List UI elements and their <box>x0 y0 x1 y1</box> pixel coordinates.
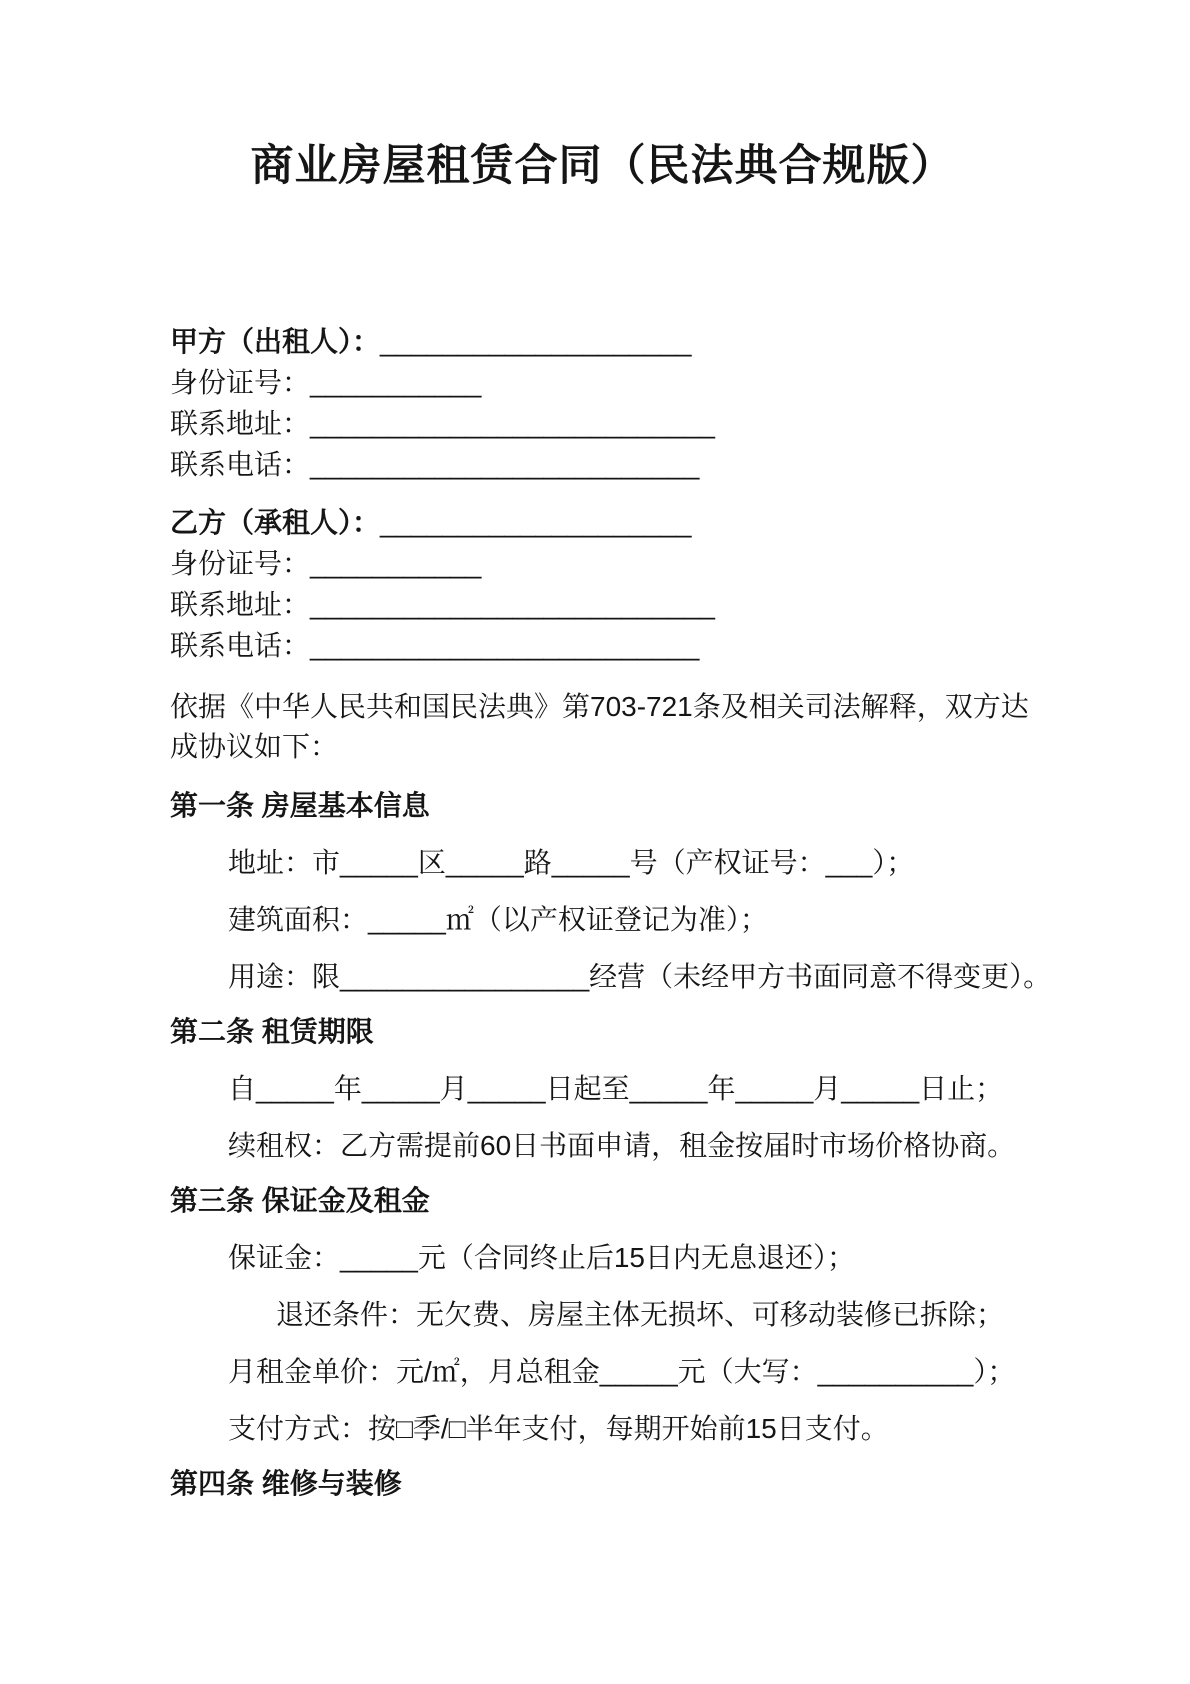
party-a-address-label: 联系地址： <box>170 408 311 439</box>
clause-3-item-deposit: 保证金：_____元（合同终止后15日内无息退还）； <box>228 1242 856 1273</box>
clause-3-item-refund-conditions: 退还条件：无欠费、房屋主体无损坏、可移动装修已拆除； <box>276 1299 1005 1330</box>
clause-2-heading: 第二条 租赁期限 <box>170 1016 374 1047</box>
party-a-id-label: 身份证号： <box>170 367 311 398</box>
clause-3-section <box>170 1184 1035 1445</box>
party-b-label: 乙方（承租人）： <box>170 507 381 538</box>
clause-3-item-payment: 支付方式：按□季/□半年支付，每期开始前15日支付。 <box>228 1413 889 1444</box>
party-a-address-blank: __________________________ <box>310 408 715 439</box>
clause-1-item-address: 地址：市_____区_____路_____号（产权证号：___）； <box>228 847 915 878</box>
clause-2-section <box>170 1015 1035 1162</box>
party-b-id-blank: ___________ <box>310 548 482 579</box>
party-a-id-line <box>170 366 1035 399</box>
party-b-address-line <box>170 588 1035 621</box>
party-b-address-label: 联系地址： <box>170 589 311 620</box>
party-b-name-blank: ____________________ <box>380 507 692 538</box>
clause-3-heading: 第三条 保证金及租金 <box>170 1185 430 1216</box>
clause-3-item-rent: 月租金单价：元/㎡，月总租金_____元（大写：__________）； <box>228 1356 1016 1387</box>
party-b-block <box>170 506 1035 662</box>
party-a-id-blank: ___________ <box>310 367 482 398</box>
party-a-address-line <box>170 407 1035 440</box>
party-b-id-line <box>170 547 1035 580</box>
party-b-phone-line <box>170 629 1035 662</box>
party-b-phone-blank: _________________________ <box>310 630 700 661</box>
clause-1-item-usage: 用途：限________________经营（未经甲方书面同意不得变更）。 <box>228 961 1052 992</box>
party-b-id-label: 身份证号： <box>170 548 311 579</box>
party-b-phone-label: 联系电话： <box>170 630 311 661</box>
clause-1-item-area: 建筑面积：_____㎡（以产权证登记为准）； <box>228 904 768 935</box>
party-a-phone-label: 联系电话： <box>170 449 311 480</box>
clause-4-heading: 第四条 维修与装修 <box>170 1468 402 1499</box>
party-a-name-blank: ____________________ <box>380 326 692 357</box>
party-a-phone-blank: _________________________ <box>310 449 700 480</box>
intro-paragraph: 依据《中华人民共和国民法典》第703-721条及相关司法解释，双方达成协议如下： <box>170 691 1029 762</box>
clause-1-section <box>170 789 1052 993</box>
party-a-label: 甲方（出租人）： <box>170 326 381 357</box>
party-b-name-line <box>170 506 1035 539</box>
clause-2-item-renewal: 续租权：乙方需提前60日书面申请，租金按届时市场价格协商。 <box>228 1130 1016 1161</box>
party-a-phone-line <box>170 448 1035 481</box>
page-title: 商业房屋租赁合同（民法典合规版） <box>250 142 955 190</box>
party-b-address-blank: __________________________ <box>310 589 715 620</box>
party-a-name-line <box>170 325 1035 358</box>
clause-4-section <box>170 1467 1035 1500</box>
clause-2-item-term: 自_____年_____月_____日起至_____年_____月_____日止； <box>228 1073 1004 1104</box>
party-a-block <box>170 325 1035 481</box>
clause-1-heading: 第一条 房屋基本信息 <box>170 790 430 821</box>
